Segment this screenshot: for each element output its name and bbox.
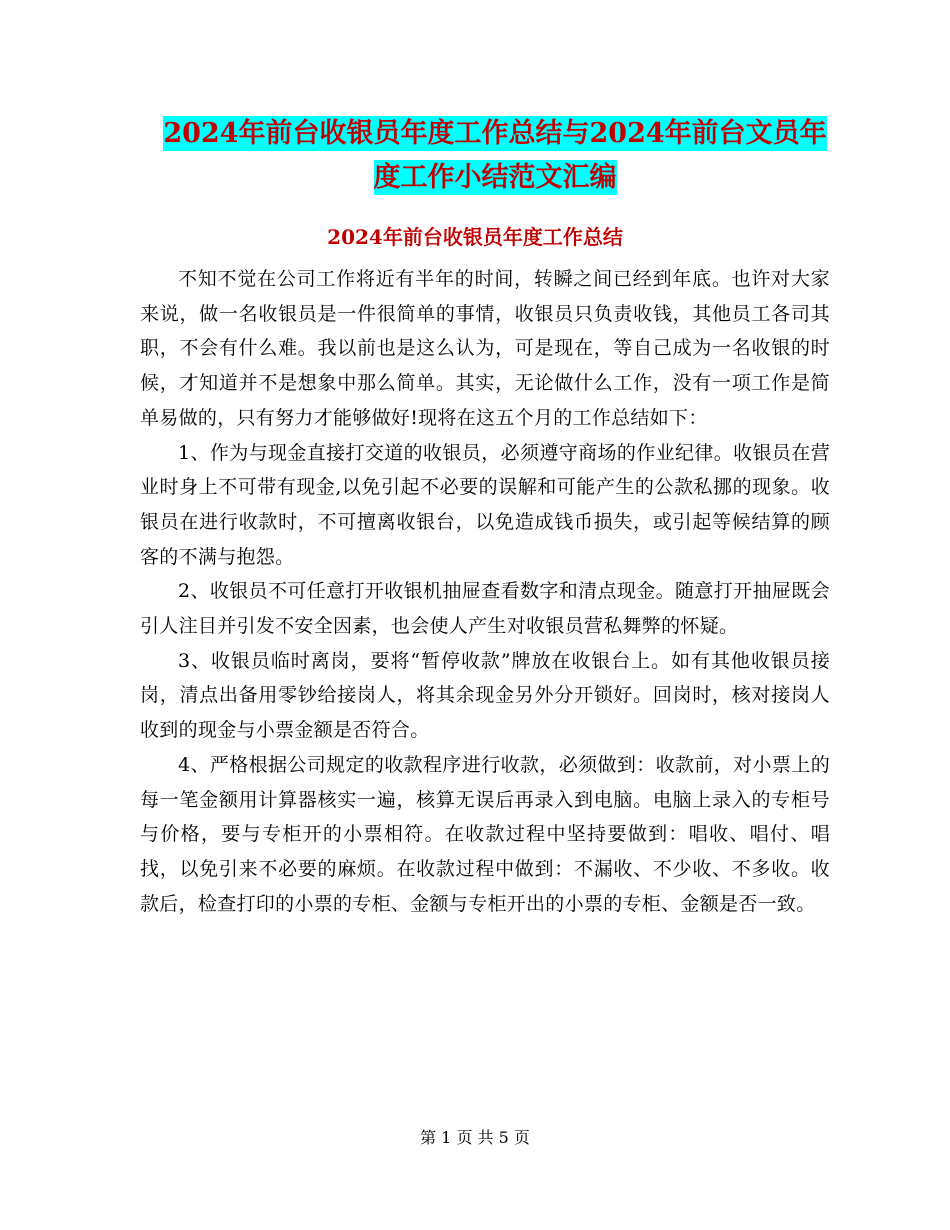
document-title-line2: 度工作小结范文汇编	[373, 162, 617, 193]
paragraph-item-1: 1、作为与现金直接打交道的收银员，必须遵守商场的作业纪律。收银员在营业时身上不可带有现金,以免引起不必要的误解和可能产生的公款私挪的现象。收银员在进行收款时，不可擅离收银台，以免造成钱币损失，或引起等候结算的顾客的不满与抱怨。	[140, 441, 830, 568]
page-footer: 第 1 页 共 5 页	[420, 1128, 530, 1147]
paragraph-item-3: 3、收银员临时离岗，要将“暂停收款”牌放在收银台上。如有其他收银员接岗，清点出备用零钞给接岗人，将其余现金另外分开锁好。回岗时，核对接岗人收到的现金与小票金额是否符合。	[140, 649, 830, 742]
paragraph-item-4: 4、严格根据公司规定的收款程序进行收款，必须做到：收款前，对小票上的每一笔金额用计算器核实一遍，核算无误后再录入到电脑。电脑上录入的专柜号与价格，要与专柜开的小票相符。在收款过程中坚持要做到：唱收、唱付、唱找，以免引来不必要的麻烦。在收款过程中做到：不漏收、不少收、不多收。收款后，检查打印的小票的专柜、金额与专柜开出的小票的专柜、金额是否一致。	[140, 753, 830, 915]
document-body	[140, 262, 830, 921]
document-title	[120, 112, 870, 200]
paragraph-item-2: 2、收银员不可任意打开收银机抽屉查看数字和清点现金。随意打开抽屉既会引人注目并引发不安全因素，也会使人产生对收银员营私舞弊的怀疑。	[140, 580, 830, 638]
document-title-line1: 2024年前台收银员年度工作总结与2024年前台文员年	[163, 118, 827, 149]
paragraph-intro: 不知不觉在公司工作将近有半年的时间，转瞬之间已经到年底。也许对大家来说，做一名收银员是一件很简单的事情，收银员只负责收钱，其他员工各司其职，不会有什么难。我以前也是这么认为，可是现在，等自己成为一名收银的时候，才知道并不是想象中那么简单。其实，无论做什么工作，没有一项工作是简单易做的，只有努力才能够做好!现将在这五个月的工作总结如下：	[140, 268, 830, 429]
section-title: 2024年前台收银员年度工作总结	[327, 225, 623, 249]
